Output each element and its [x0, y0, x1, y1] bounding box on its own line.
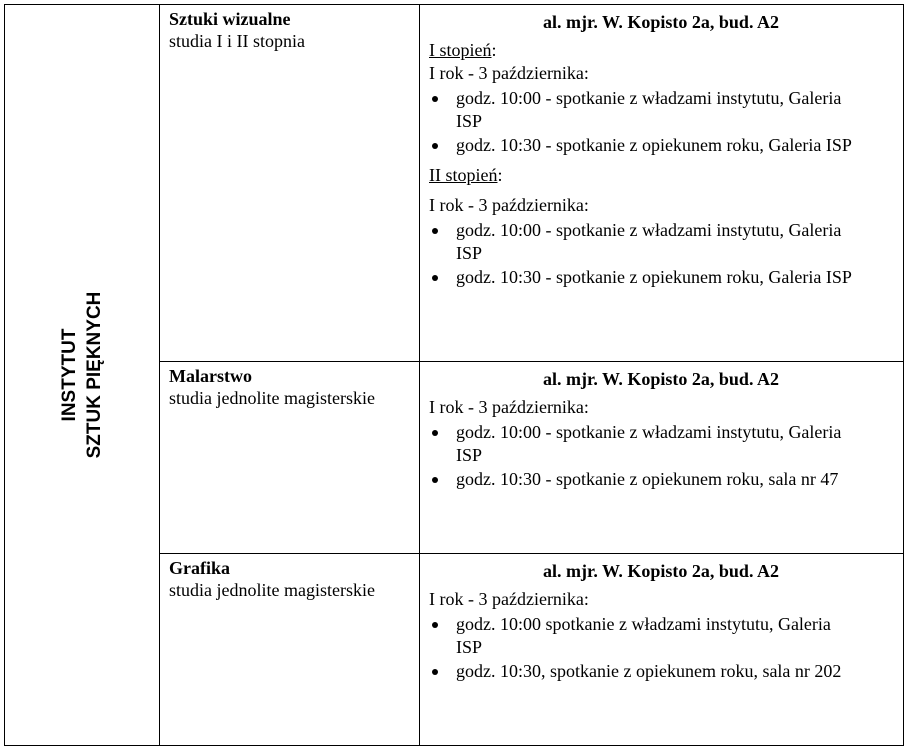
- schedule-cell: [420, 554, 903, 745]
- level-label: II stopień: [429, 165, 498, 185]
- program-cell: [160, 5, 420, 361]
- list-item-text: godz. 10:00 - spotkanie z władzami instytutu, Galeria ISP: [456, 422, 842, 465]
- schedule-table: [4, 4, 904, 746]
- address: al. mjr. W. Kopisto 2a, bud. A2: [543, 12, 779, 32]
- level-label: I stopień: [429, 40, 492, 60]
- list-item: [429, 660, 856, 683]
- list-item: [429, 613, 856, 659]
- study-type: studia I i II stopnia: [169, 31, 305, 51]
- bullet-icon: [432, 228, 438, 234]
- level-heading: II stopień:: [429, 165, 503, 185]
- list-item: [429, 266, 856, 289]
- schedule-cell: [420, 362, 903, 553]
- level-heading: I stopień:: [429, 40, 497, 60]
- list-item-text: godz. 10:30 - spotkanie z opiekunem roku, Galeria ISP: [456, 267, 852, 287]
- program-cell: [160, 362, 420, 553]
- list-item: [429, 134, 856, 157]
- list-item: [429, 219, 856, 265]
- list-item: [429, 421, 856, 467]
- bullet-icon: [432, 430, 438, 436]
- bullet-icon: [432, 96, 438, 102]
- study-type: studia jednolite magisterskie: [169, 580, 375, 600]
- table-row: [160, 554, 903, 745]
- program-name: Malarstwo: [169, 366, 252, 386]
- list-item-text: godz. 10:00 spotkanie z władzami instytutu, Galeria ISP: [456, 614, 831, 657]
- list-item-text: godz. 10:30, spotkanie z opiekunem roku, sala nr 202: [456, 661, 842, 681]
- program-name: Grafika: [169, 558, 230, 578]
- address: al. mjr. W. Kopisto 2a, bud. A2: [543, 561, 779, 581]
- study-type: studia jednolite magisterskie: [169, 388, 375, 408]
- date-line: I rok - 3 października:: [429, 397, 589, 417]
- program-cell: [160, 554, 420, 745]
- institute-name-line1: INSTYTUT: [59, 328, 80, 422]
- bullet-icon: [432, 275, 438, 281]
- list-item: [429, 87, 856, 133]
- date-line: I rok - 3 października:: [429, 195, 589, 215]
- bullet-icon: [432, 622, 438, 628]
- list-item-text: godz. 10:00 - spotkanie z władzami instytutu, Galeria ISP: [456, 220, 842, 263]
- list-item-text: godz. 10:30 - spotkanie z opiekunem roku, Galeria ISP: [456, 135, 852, 155]
- bullet-icon: [432, 669, 438, 675]
- schedule-cell: [420, 5, 903, 361]
- meeting-list: [429, 613, 903, 683]
- program-name: Sztuki wizualne: [169, 9, 291, 29]
- table-row: [160, 5, 903, 362]
- meeting-list: [429, 219, 903, 289]
- table-row: [160, 362, 903, 554]
- bullet-icon: [432, 477, 438, 483]
- list-item-text: godz. 10:00 - spotkanie z władzami instytutu, Galeria ISP: [456, 88, 842, 131]
- list-item-text: godz. 10:30 - spotkanie z opiekunem roku, sala nr 47: [456, 469, 839, 489]
- date-line: I rok - 3 października:: [429, 63, 589, 83]
- list-item: [429, 468, 856, 491]
- meeting-list: [429, 421, 903, 491]
- bullet-icon: [432, 143, 438, 149]
- institute-cell: [5, 5, 160, 745]
- institute-name-line2: SZTUK PIĘKNYCH: [84, 291, 105, 459]
- date-line: I rok - 3 października:: [429, 589, 589, 609]
- meeting-list: [429, 87, 903, 157]
- address: al. mjr. W. Kopisto 2a, bud. A2: [543, 369, 779, 389]
- institute-name: [57, 292, 107, 459]
